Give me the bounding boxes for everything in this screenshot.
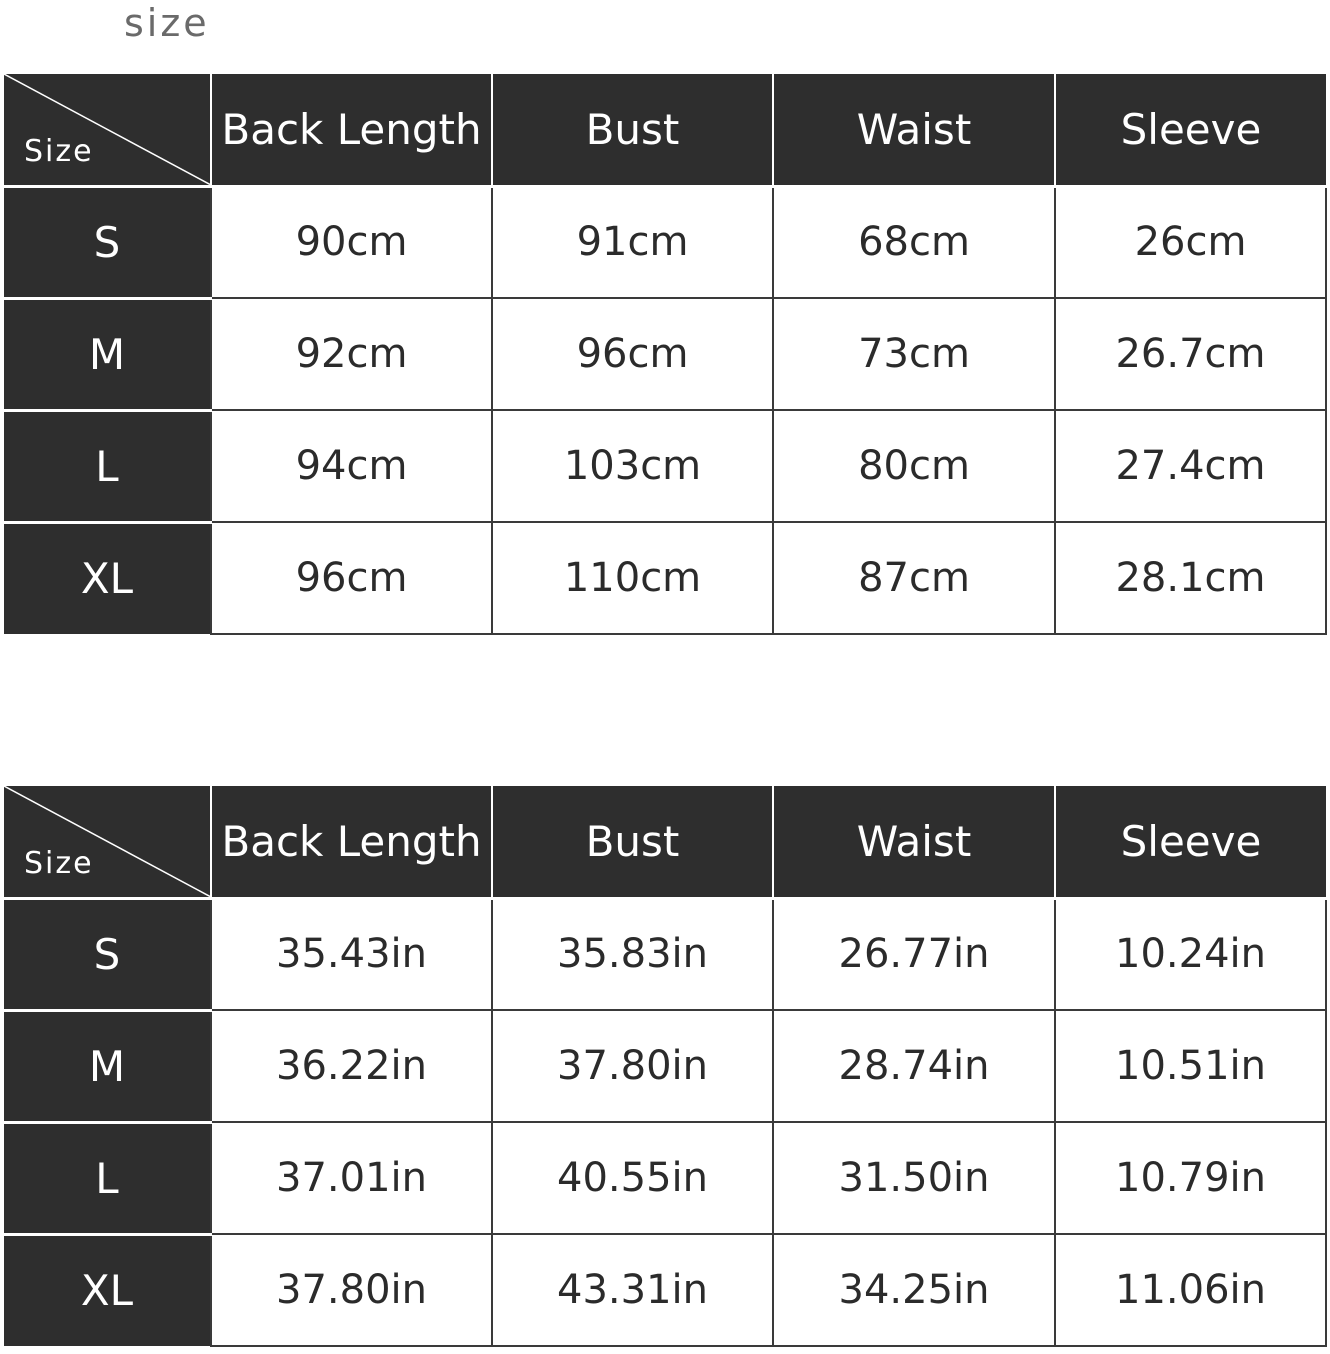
table-cell: 28.74in: [773, 1010, 1055, 1122]
column-header-waist: Waist: [773, 74, 1055, 186]
table-cell: 11.06in: [1055, 1234, 1326, 1346]
table-cell: 80cm: [773, 410, 1055, 522]
row-header-size: XL: [4, 1234, 211, 1346]
row-header-size: L: [4, 410, 211, 522]
corner-label: Size: [24, 845, 94, 881]
table-cell: 26.7cm: [1055, 298, 1326, 410]
table-cell: 40.55in: [492, 1122, 773, 1234]
table-header-row: [4, 786, 1326, 898]
table-header-row: [4, 74, 1326, 186]
size-table-in: [4, 786, 1327, 1347]
table-row: [4, 1122, 1326, 1234]
table-row: [4, 1234, 1326, 1346]
table-cell: 26.77in: [773, 898, 1055, 1010]
table-cell: 34.25in: [773, 1234, 1055, 1346]
table-cell: 10.24in: [1055, 898, 1326, 1010]
size-table-cm: [4, 74, 1327, 635]
table-row: [4, 522, 1326, 634]
page-title: size: [124, 1, 210, 45]
table-row: [4, 186, 1326, 298]
table-cell: 10.51in: [1055, 1010, 1326, 1122]
row-header-size: L: [4, 1122, 211, 1234]
table-cell: 87cm: [773, 522, 1055, 634]
column-header-bust: Bust: [492, 74, 773, 186]
table-row: [4, 898, 1326, 1010]
table-cell: 68cm: [773, 186, 1055, 298]
row-header-size: S: [4, 186, 211, 298]
table-cell: 90cm: [211, 186, 492, 298]
table-cell: 10.79in: [1055, 1122, 1326, 1234]
column-header-back-length: Back Length: [211, 74, 492, 186]
table-cell: 73cm: [773, 298, 1055, 410]
table-cell: 28.1cm: [1055, 522, 1326, 634]
column-header-bust: Bust: [492, 786, 773, 898]
table-cell: 27.4cm: [1055, 410, 1326, 522]
table-cell: 26cm: [1055, 186, 1326, 298]
table-cell: 37.01in: [211, 1122, 492, 1234]
table-cell: 43.31in: [492, 1234, 773, 1346]
table-cell: 36.22in: [211, 1010, 492, 1122]
table-cell: 37.80in: [492, 1010, 773, 1122]
table-cell: 103cm: [492, 410, 773, 522]
table-cell: 96cm: [492, 298, 773, 410]
table-cell: 37.80in: [211, 1234, 492, 1346]
table-cell: 91cm: [492, 186, 773, 298]
corner-cell: [4, 74, 211, 186]
column-header-sleeve: Sleeve: [1055, 74, 1326, 186]
table-cell: 110cm: [492, 522, 773, 634]
corner-cell: [4, 786, 211, 898]
table-row: [4, 1010, 1326, 1122]
row-header-size: M: [4, 298, 211, 410]
row-header-size: S: [4, 898, 211, 1010]
table-cell: 94cm: [211, 410, 492, 522]
column-header-waist: Waist: [773, 786, 1055, 898]
table-cell: 31.50in: [773, 1122, 1055, 1234]
table-cell: 96cm: [211, 522, 492, 634]
row-header-size: XL: [4, 522, 211, 634]
table-cell: 92cm: [211, 298, 492, 410]
corner-label: Size: [24, 133, 94, 169]
table-row: [4, 410, 1326, 522]
column-header-sleeve: Sleeve: [1055, 786, 1326, 898]
row-header-size: M: [4, 1010, 211, 1122]
table-row: [4, 298, 1326, 410]
table-cell: 35.43in: [211, 898, 492, 1010]
table-cell: 35.83in: [492, 898, 773, 1010]
column-header-back-length: Back Length: [211, 786, 492, 898]
